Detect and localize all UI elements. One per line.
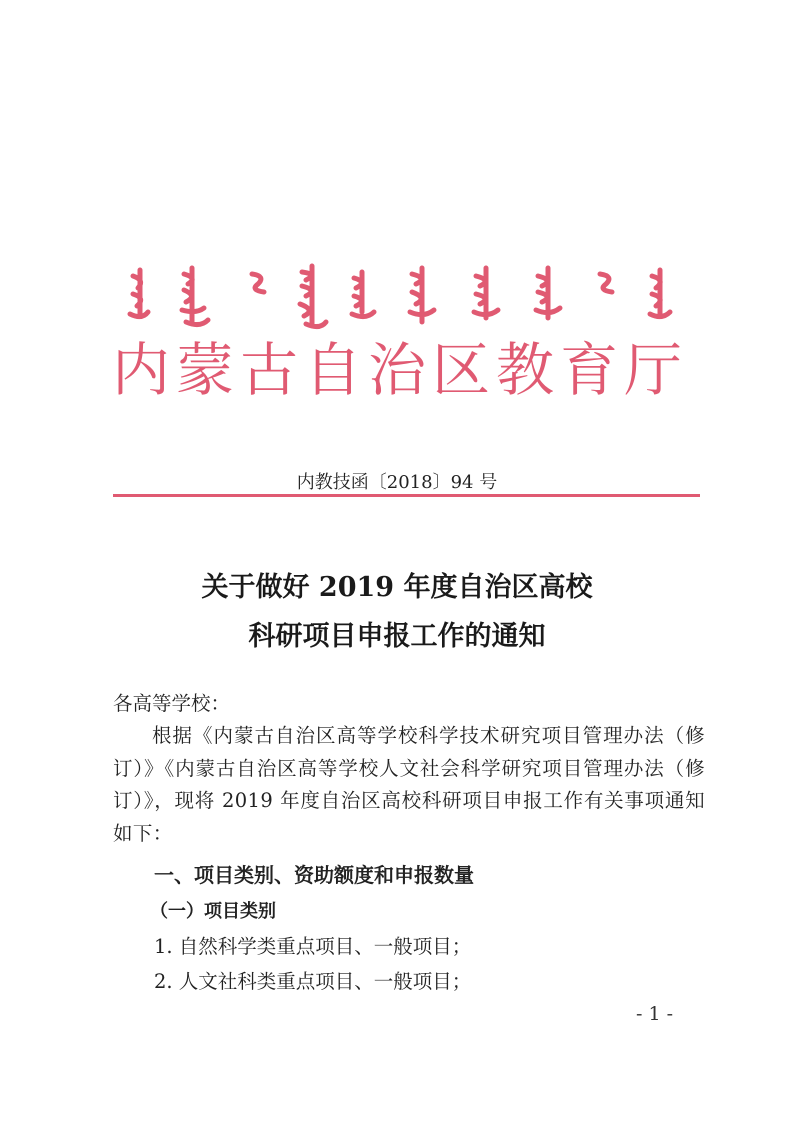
- salutation: 各高等学校：: [113, 692, 231, 715]
- page-number: - 1 -: [636, 1003, 674, 1025]
- document-title-line1: 关于做好 2019 年度自治区高校: [201, 572, 593, 603]
- section-heading: 一、项目类别、资助额度和申报数量: [154, 863, 474, 887]
- list-item: 2. 人文社科类重点项目、一般项目；: [154, 970, 472, 993]
- body-paragraph: 根据《内蒙古自治区高等学校科学技术研究项目管理办法（修订）》《内蒙古自治区高等学校人文社会科学研究项目管理办法（修订）》，现将 2019 年度自治区高校科研项目申报工作有关事项通知如下：: [113, 724, 705, 845]
- mongolian-script-header: [100, 262, 710, 332]
- agency-name: 内蒙古自治区教育厅: [111, 336, 688, 404]
- document-title-line2: 科研项目申报工作的通知: [248, 621, 546, 652]
- subsection-heading: （一）项目类别: [150, 901, 276, 922]
- list-item: 1. 自然科学类重点项目、一般项目；: [154, 935, 472, 958]
- document-number: 内教技函〔2018〕94 号: [296, 472, 498, 493]
- red-divider: [113, 494, 700, 497]
